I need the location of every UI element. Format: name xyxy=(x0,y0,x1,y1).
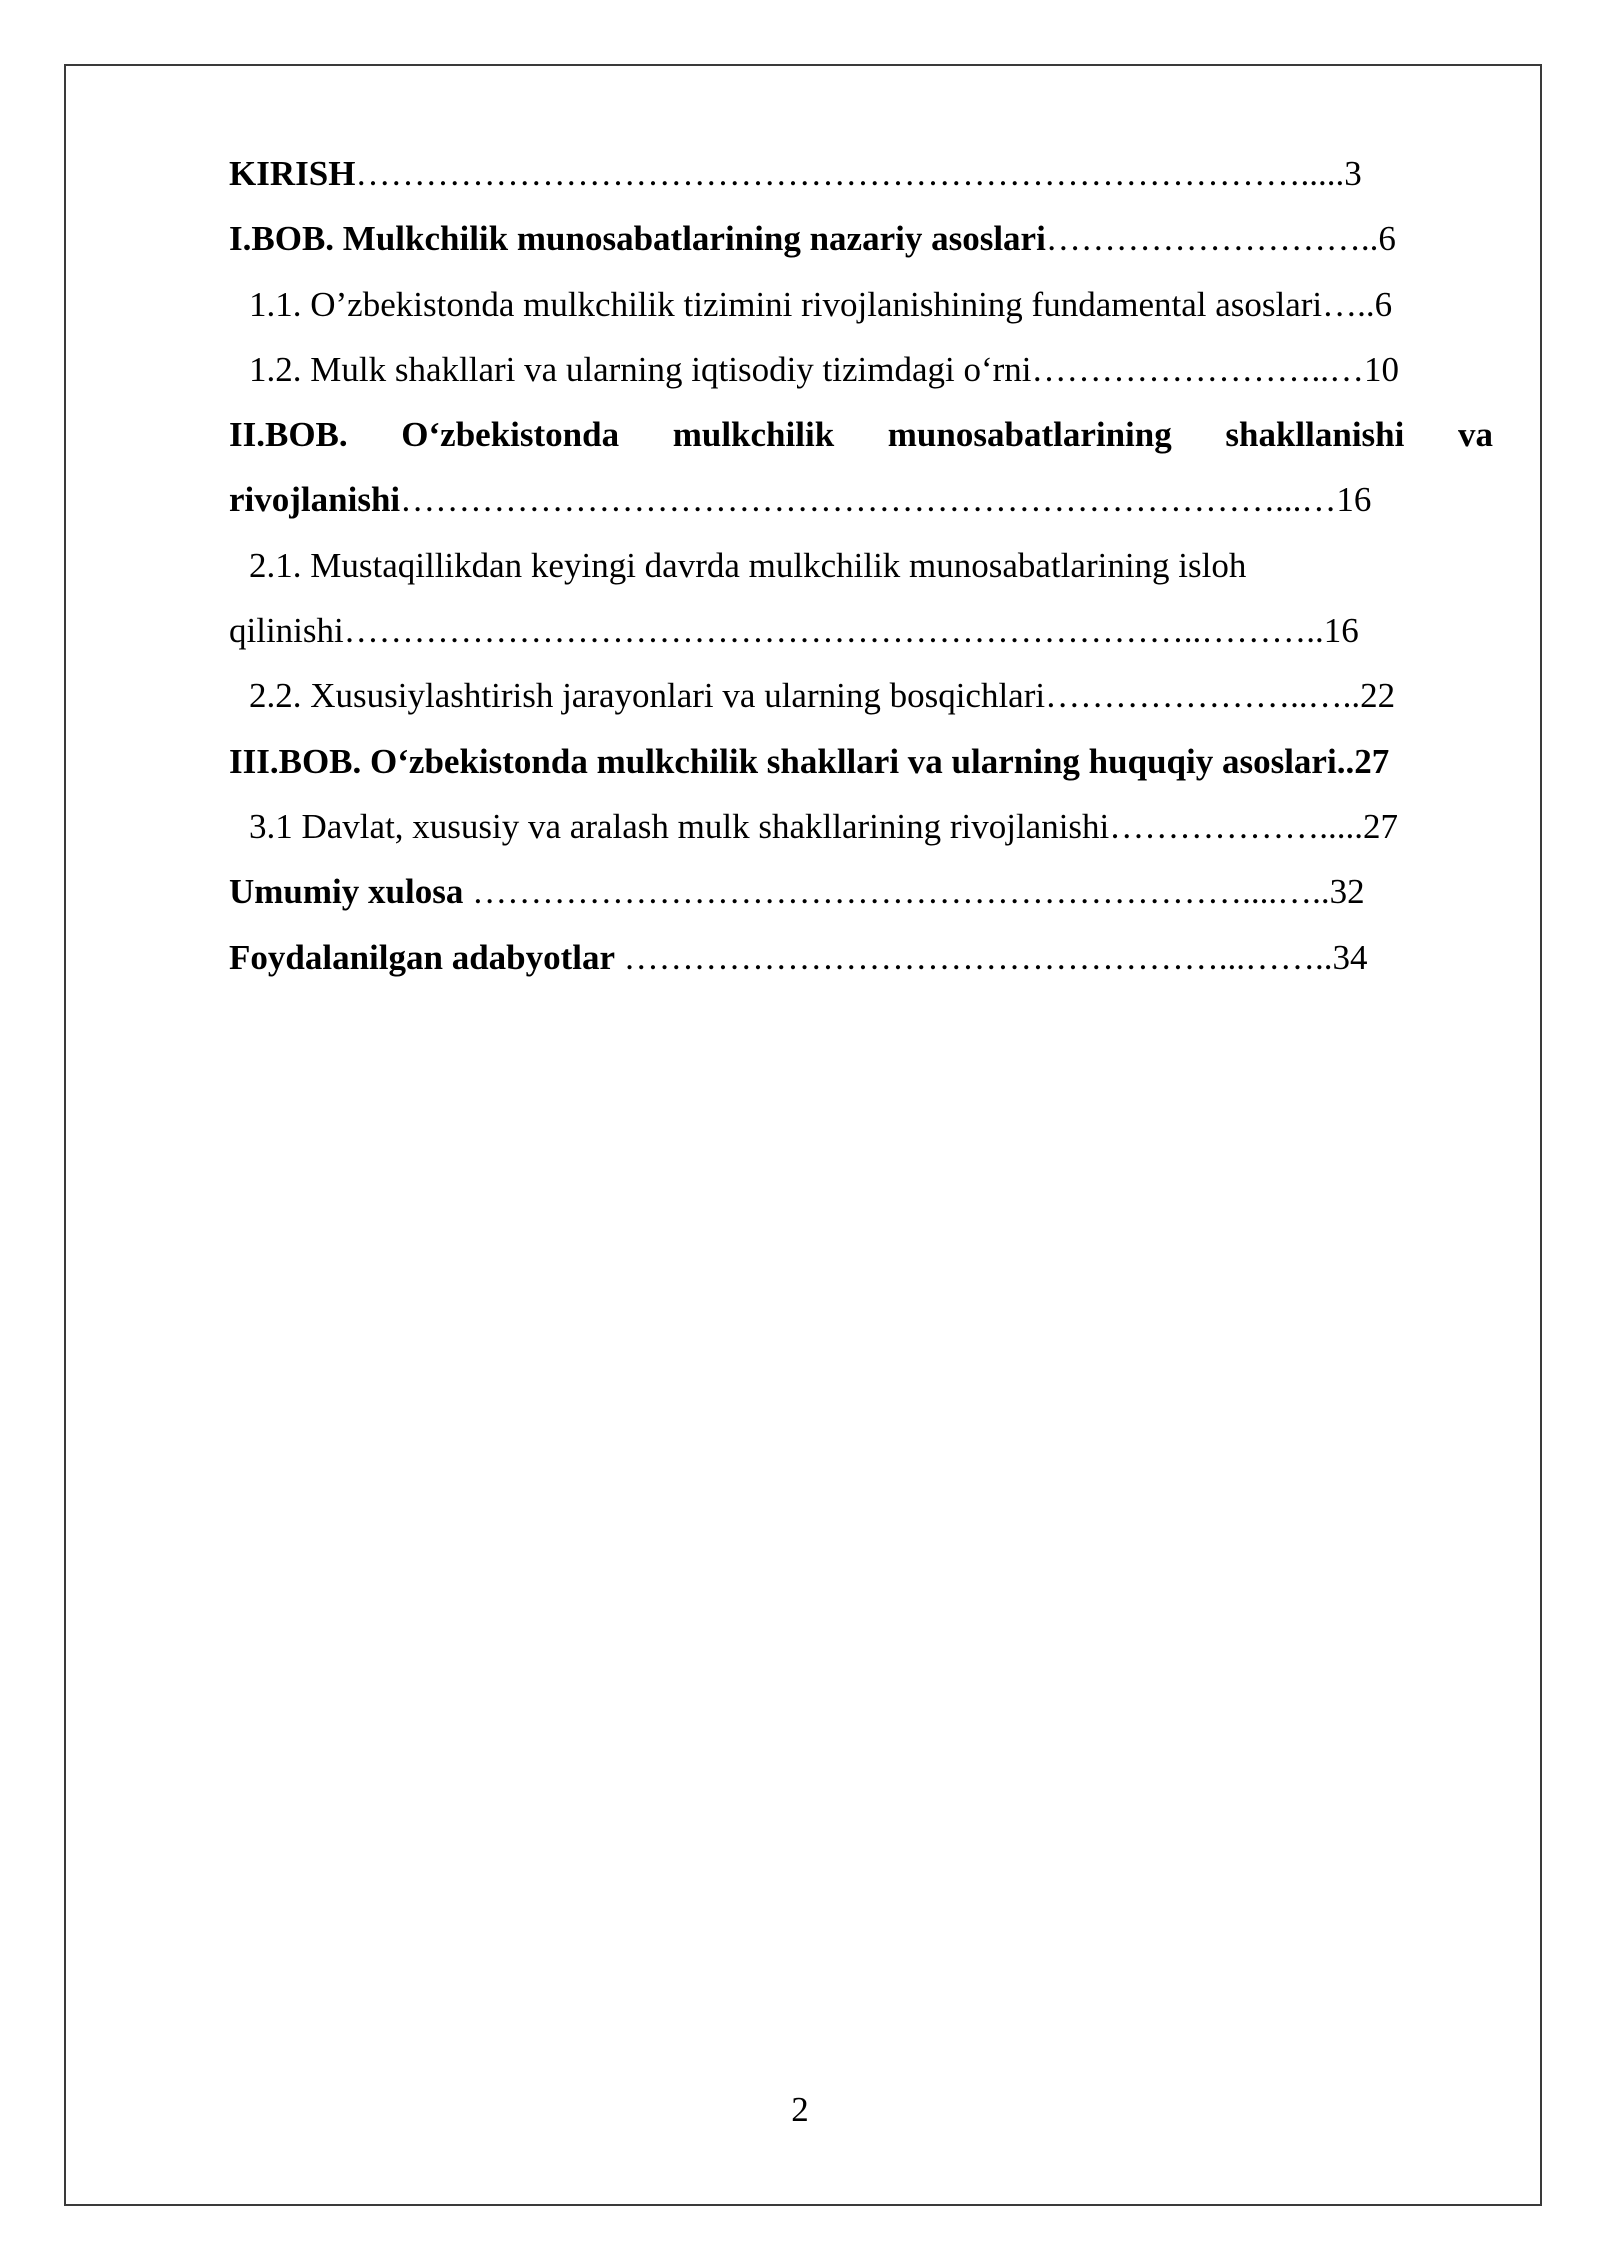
toc-entry-leader: …………………………………………………………....…..32 xyxy=(463,872,1365,912)
toc-entry-section-3-1[interactable] xyxy=(229,794,1493,859)
toc-entry-title: 2.2. Xususiylashtirish jarayonlari va ularning bosqichlari…………………..…..22 xyxy=(249,676,1396,716)
toc-entry-title: 1.1. O’zbekistonda mulkchilik tizimini rivojlanishining fundamental asoslari…..6 xyxy=(249,284,1393,324)
toc-entry-references[interactable] xyxy=(229,925,1493,990)
toc-entry-chapter-2[interactable]: II.BOB. O‘zbekistonda mulkchilik munosabatlarining shakllanishi va xyxy=(229,415,1493,455)
toc-entry-leader: …………………………………………………………………...…16 xyxy=(400,480,1372,520)
toc-entry-title: III.BOB. O‘zbekistonda mulkchilik shakllari va ularning huquqiy asoslari..27 xyxy=(229,741,1390,781)
toc-entry-section-1-1[interactable] xyxy=(229,272,1493,337)
toc-entry-title: Foydalanilgan adabyotlar xyxy=(229,937,616,977)
table-of-contents xyxy=(229,141,1493,990)
toc-entry-conclusion[interactable] xyxy=(229,859,1493,924)
toc-entry-title: I.BOB. Mulkchilik munosabatlarining nazariy asoslari xyxy=(229,219,1046,259)
toc-entry-title: 3.1 Davlat, xususiy va aralash mulk shakllarining rivojlanishi……………….....27 xyxy=(249,806,1399,846)
toc-entry-section-2-1[interactable] xyxy=(229,533,1493,598)
toc-entry-title: 2.1. Mustaqillikdan keyingi davrda mulkchilik munosabatlarining isloh xyxy=(249,545,1247,585)
toc-entry-title: KIRISH xyxy=(229,154,356,193)
toc-entry-leader: ……………………………………………...……..34 xyxy=(615,937,1368,977)
toc-entry-title: 1.2. Mulk shakllari va ularning iqtisodiy tizimdagi o‘rni……………………..…10 xyxy=(249,349,1400,389)
toc-entry-title: qilinishi………………………………………………………………..………..16 xyxy=(229,611,1359,651)
toc-entry-leader: ………………………..6 xyxy=(1045,219,1396,259)
toc-entry-kirish[interactable] xyxy=(229,141,1493,206)
toc-entry-chapter-1[interactable] xyxy=(229,206,1493,271)
toc-entry-title: rivojlanishi xyxy=(229,480,401,520)
toc-entry-section-2-2[interactable] xyxy=(229,663,1493,728)
toc-entry-section-1-2[interactable] xyxy=(229,337,1493,402)
toc-entry-section-2-1-continued[interactable] xyxy=(229,598,1493,663)
toc-entry-leader: ……………………………………………………………………….....3 xyxy=(355,154,1362,193)
page-number: 2 xyxy=(791,2090,809,2129)
toc-entry-chapter-2-continued[interactable] xyxy=(229,467,1493,532)
toc-entry-title: Umumiy xulosa xyxy=(229,872,464,912)
toc-entry-chapter-3[interactable] xyxy=(229,729,1493,794)
